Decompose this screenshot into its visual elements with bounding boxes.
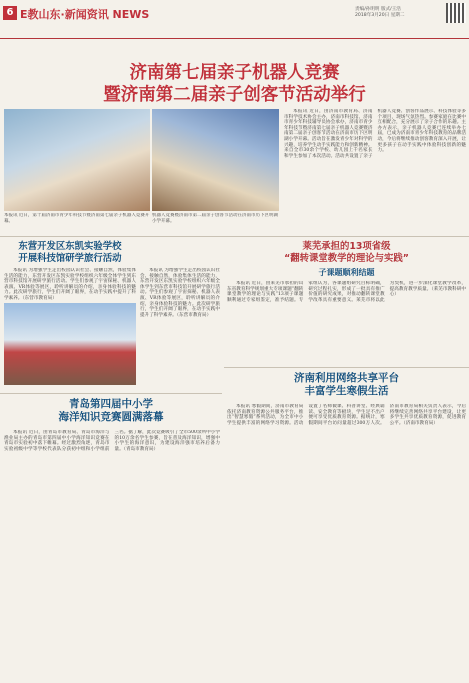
story2-headline-line-1: 东营开发区东凯实验学校 — [18, 241, 122, 252]
story3-body — [4, 430, 220, 672]
story4-headline — [224, 241, 469, 265]
story2-intro-text: 本报讯 为增强学生走出校园认识社会、接触自然，体验集体生活的能力，东营开发区东凯实验学校组织六年级全体学生到东营市科技馆开展研学旅行活动。学生们参观了宇宙探秘、机器人表演、VR体验等展区，聆听讲解员的介绍，亲身体验科技的魅力。此次研学旅行，学生们开阔了眼界，在动手实践中提升了科学素养。（东营市教育局） — [4, 268, 136, 301]
story3-headline-line-1: 青岛第四届中小学 — [69, 398, 153, 410]
story2-headline-line-2: 开展科技馆研学旅行活动 — [18, 253, 122, 264]
lead-caption-left: 本报讯 近日，第十届济南市青少年科技节暨济南第七届亲子机器人竞赛开幕。 — [4, 213, 150, 224]
lead-photo-left — [4, 109, 150, 211]
story5-body — [227, 404, 466, 672]
story4-body-text: 本报讯 近日，由莱芜市承担的山东省教育科学规划重大专项课题“翻转课堂教学的理论与实践”13项子课题顺利通过专家组鉴定，准予结题。专家组认为，各课题组研究目标明确，研究过程扎实，形成了一批具有推广价值的研究成果，对推动翻转课堂教学改革具有重要意义。莱芜市将以此为契机，进一步深化课堂教学改革，提高教育教学质量。（莱芜市教科研中心） — [227, 281, 466, 303]
story5-body-text: 本报讯 寒假期间，济南市教育局依托济南教育资源公共服务平台，推出“智慧寒假”系列活动，为全市中小学生提供丰富的网络学习资源。活动设置了名师微课、科普讲堂、经典诵读、安全教育等板块，学生足不出户便可享受优质教育资源。据统计，寒假期间平台访问量超过300万人次。济南市教育局相关负责人表示，今后将继续完善网络共享平台建设，让更多学生共享优质教育资源，促进教育公平。（济南市教育局） — [227, 404, 466, 426]
story4-headline-line-2: “翻转课堂教学的理论与实践” — [284, 253, 409, 264]
story3-body-text: 本报讯 近日，由青岛市教育局、青岛市海洋与渔业局主办的青岛市第四届中小学海洋知识竞赛在青岛市实验初中落下帷幕。经过激烈角逐，青岛市实验初级中学等学校代表队分获初中组和小学组前三名。据了解，此次竞赛吸引了全市500余所中小学的10万余名学生参赛，旨在普及海洋知识，增强中小学生的海洋意识，为建设海洋强市培养后备力量。（青岛市教育局） — [4, 430, 220, 452]
story2-body — [140, 268, 220, 386]
story5-headline — [224, 372, 469, 398]
story3-headline — [0, 398, 222, 424]
lead-headline-line-1: 济南第七届亲子机器人竞赛 — [129, 63, 340, 83]
lead-photo-right — [152, 109, 279, 211]
section-divider-right — [224, 367, 469, 368]
editor-line: 责编/孙明明 版式/王浩 — [355, 7, 401, 12]
story4-subheadline: 子课题顺利结题 — [318, 268, 375, 277]
page-number: 6 — [3, 6, 17, 20]
story5-headline-line-2: 丰富学生寒假生活 — [304, 385, 389, 397]
qr-code-icon — [446, 3, 466, 23]
story4-body — [227, 281, 466, 363]
lead-caption-right: 机器人竞赛暨济南市第二届亲子创客节活动在济南市历下区明湖小学开幕。 — [152, 213, 278, 224]
story3-headline-line-2: 海洋知识竞赛圆满落幕 — [58, 411, 164, 423]
section-title: E教山东·新闻资讯 NEWS — [20, 8, 150, 21]
story5-headline-line-1: 济南利用网络共享平台 — [294, 372, 399, 384]
lead-body-text: 本报讯 近日，由济南市教育局、济南市科学技术协会主办，济南市科技馆、济南市青少年科技辅导员协会承办，济南市青少年科技节暨济南第七届亲子机器人竞赛暨济南第二届亲子创客节活动在济南市历下区明湖小学开幕。活动旨在激发青少年对科学的兴趣，培养学生动手实践能力和创新精神。来自全市30余个学校、幼儿园上千名家长和学生参加了本次活动。活动共设置了亲子机器人竞赛、创客作品展示、科技体验等多个项目，现场气氛热烈。参赛家庭在比赛中互相配合，充分展示了亲子合作的乐趣。主办方表示，亲子机器人竞赛已连续举办七届，已成为济南市青少年科技教育的品牌活动，今后将继续推动创客教育深入开展，让更多孩子在动手实践中体验科技创新的魅力。 — [284, 109, 466, 159]
lead-headline-line-2: 暨济南第二届亲子创客节活动举行 — [103, 85, 366, 105]
story4-headline-line-1: 莱芜承担的13项省级 — [302, 241, 391, 252]
story2-photo — [4, 303, 136, 385]
column-divider — [0, 393, 222, 394]
story2-headline — [0, 241, 140, 265]
date-line: 2018年3月20日 星期二 — [355, 13, 405, 19]
story2-body-text: 本报讯 为增强学生走出校园认识社会、接触自然，体验集体生活的能力，东营开发区东凯实验学校组织六年级全体学生到东营市科技馆开展研学旅行活动。学生们参观了宇宙探秘、机器人表演、VR体验等展区，聆听讲解员的介绍，亲身体验科技的魅力。此次研学旅行，学生们开阔了眼界，在动手实践中提升了科学素养。（东营市教育局） — [140, 268, 220, 318]
story2-intro — [4, 268, 136, 302]
section-divider — [0, 236, 469, 237]
lead-body — [284, 109, 466, 232]
lead-headline — [0, 62, 469, 106]
